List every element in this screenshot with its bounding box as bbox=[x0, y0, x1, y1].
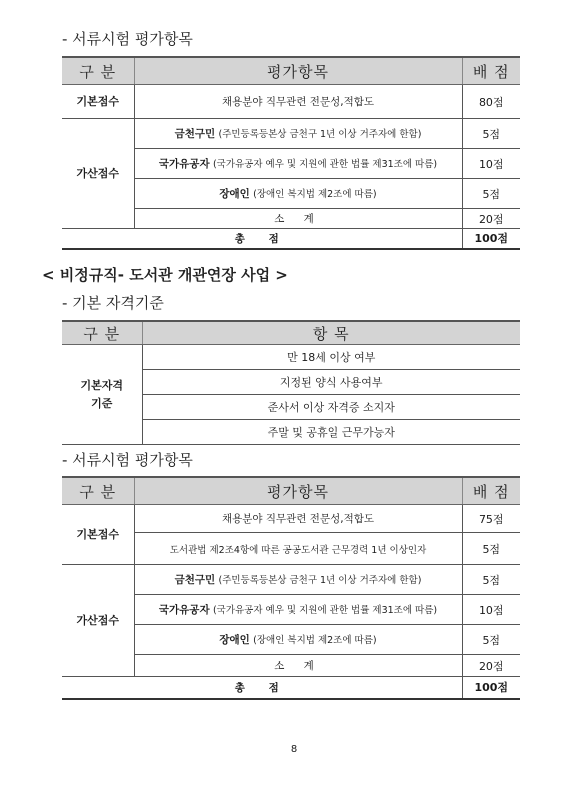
header-category: 구 분 bbox=[62, 57, 134, 85]
total-score: 100점 bbox=[462, 677, 520, 699]
header-item: 평가항목 bbox=[134, 477, 462, 505]
bonus-item-score: 5점 bbox=[462, 565, 520, 595]
bonus-item-title: 국가유공자 bbox=[158, 158, 210, 170]
bonus-item-score: 10점 bbox=[462, 149, 520, 179]
header-category: 구 분 bbox=[62, 477, 134, 505]
qualification-table bbox=[62, 320, 520, 445]
bonus-item-score: 5점 bbox=[462, 119, 520, 149]
bonus-item-score: 5점 bbox=[462, 625, 520, 655]
table-header-row bbox=[62, 477, 520, 505]
section1-heading: - 서류시험 평가항목 bbox=[62, 30, 193, 48]
total-label: 총 점 bbox=[62, 229, 462, 249]
bonus-item-title: 장애인 bbox=[219, 634, 250, 646]
bonus-item-disabled bbox=[134, 179, 462, 209]
basic-score-value: 80점 bbox=[462, 85, 520, 119]
subtotal-label: 소 계 bbox=[134, 655, 462, 677]
header-item: 평가항목 bbox=[134, 57, 462, 85]
header-score: 배 점 bbox=[462, 57, 520, 85]
qualification-category: 기본자격 기준 bbox=[62, 345, 142, 445]
table-header-row bbox=[62, 57, 520, 85]
header-score: 배 점 bbox=[462, 477, 520, 505]
basic-score-item: 채용분야 직무관련 전문성,적합도 bbox=[134, 85, 462, 119]
basic-score-value: 5점 bbox=[462, 533, 520, 565]
section1-score-table bbox=[62, 56, 520, 250]
bonus-item-veteran bbox=[134, 149, 462, 179]
total-score: 100점 bbox=[462, 229, 520, 249]
qualification-item: 준사서 이상 자격증 소지자 bbox=[142, 395, 520, 420]
table-row bbox=[62, 505, 520, 533]
bonus-item-disabled bbox=[134, 625, 462, 655]
bonus-item-score: 5점 bbox=[462, 179, 520, 209]
basic-score-value: 75점 bbox=[462, 505, 520, 533]
section2-eval-heading: - 서류시험 평가항목 bbox=[62, 451, 193, 469]
page-number: 8 bbox=[290, 744, 298, 755]
qualification-item: 만 18세 이상 여부 bbox=[142, 345, 520, 370]
basic-score-item: 도서관법 제2조4항에 따른 공공도서관 근무경력 1년 이상인자 bbox=[134, 533, 462, 565]
table-row bbox=[62, 229, 520, 249]
bonus-item-title: 국가유공자 bbox=[158, 604, 210, 616]
section2-score-table bbox=[62, 476, 520, 700]
section2-title: < 비정규직- 도서관 개관연장 사업 > bbox=[42, 266, 288, 284]
table-row bbox=[62, 345, 520, 370]
bonus-item-title: 금천구민 bbox=[174, 128, 216, 140]
header-category: 구 분 bbox=[62, 321, 142, 345]
bonus-item-resident bbox=[134, 119, 462, 149]
bonus-score-category: 가산점수 bbox=[62, 119, 134, 229]
bonus-score-category: 가산점수 bbox=[62, 565, 134, 677]
subtotal-label: 소 계 bbox=[134, 209, 462, 229]
bonus-item-detail: (국가유공자 예우 및 지원에 관한 법률 제31조에 따름) bbox=[212, 159, 438, 170]
bonus-item-veteran bbox=[134, 595, 462, 625]
table-header-row bbox=[62, 321, 520, 345]
table-row bbox=[62, 565, 520, 595]
subtotal-score: 20점 bbox=[462, 209, 520, 229]
basic-score-category: 기본점수 bbox=[62, 505, 134, 565]
basic-score-category: 기본점수 bbox=[62, 85, 134, 119]
bonus-item-resident bbox=[134, 565, 462, 595]
table-row bbox=[62, 119, 520, 149]
table-row bbox=[62, 677, 520, 699]
bonus-item-detail: (장애인 복지법 제2조에 따름) bbox=[253, 189, 377, 200]
header-item: 항 목 bbox=[142, 321, 520, 345]
bonus-item-detail: (주민등록등본상 금천구 1년 이상 거주자에 한함) bbox=[218, 129, 422, 140]
qualification-heading: - 기본 자격기준 bbox=[62, 294, 164, 312]
qualification-item: 주말 및 공휴일 근무가능자 bbox=[142, 420, 520, 445]
bonus-item-detail: (장애인 복지법 제2조에 따름) bbox=[253, 635, 377, 646]
qualification-item: 지정된 양식 사용여부 bbox=[142, 370, 520, 395]
total-label: 총 점 bbox=[62, 677, 462, 699]
basic-score-item: 채용분야 직무관련 전문성,적합도 bbox=[134, 505, 462, 533]
bonus-item-detail: (국가유공자 예우 및 지원에 관한 법률 제31조에 따름) bbox=[212, 605, 438, 616]
bonus-item-score: 10점 bbox=[462, 595, 520, 625]
bonus-item-detail: (주민등록등본상 금천구 1년 이상 거주자에 한함) bbox=[218, 575, 422, 586]
bonus-item-title: 장애인 bbox=[219, 188, 250, 200]
bonus-item-title: 금천구민 bbox=[174, 574, 216, 586]
subtotal-score: 20점 bbox=[462, 655, 520, 677]
table-row bbox=[62, 85, 520, 119]
